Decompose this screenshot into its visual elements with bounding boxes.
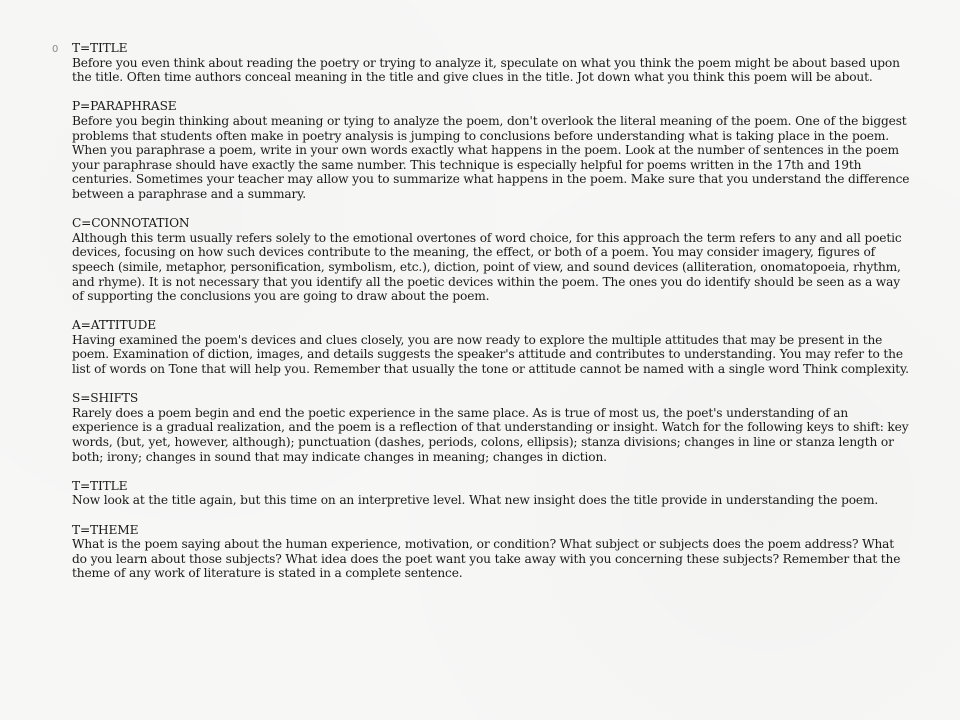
section-heading: P=PARAPHRASE	[72, 99, 177, 114]
section-body: Although this term usually refers solely to the emotional overtones of word choice, for this approach the term refers to any and all poetic devices, focusing on how such devices contribute to the meaning, the effect, or both of a poem. You may consider imagery, figures of speech (simile, metaphor, personification, symbolism, etc.), diction, point of view, and sound devices (alliteration, onomatopoeia, rhythm, and rhyme). It is not necessary that you identify all the poetic devices within the poem. The ones you do identify should be seen as a way of supporting the conclusions you are going to draw about the poem.	[72, 230, 902, 304]
slide-body-text	[72, 41, 912, 581]
section-heading: T=THEME	[72, 522, 139, 537]
section-heading: A=ATTITUDE	[72, 318, 157, 333]
section-body: What is the poem saying about the human experience, motivation, or condition? What subject or subjects does the poem address? What do you learn about those subjects? What idea does the poet want you take away with you concerning these subjects? Remember that the theme of any work of literature is stated in a complete sentence.	[72, 537, 901, 581]
section-heading: T=TITLE	[72, 41, 128, 55]
bullet-item	[52, 41, 912, 581]
section-theme	[72, 523, 912, 581]
section-body: Before you even think about reading the poetry or trying to analyze it, speculate on what you think the poem might be about based upon the title. Often time authors conceal meaning in the title and give clues in the title. Jot down what you think this poem will be about.	[72, 55, 900, 85]
section-body: Rarely does a poem begin and end the poetic experience in the same place. As is true of most us, the poet's understanding of an experience is a gradual realization, and the poem is a reflection of that understanding or insight. Watch for the following keys to shift: key words, (but, yet, however, although); punctuation (dashes, periods, colons, ellipsis); stanza divisions; changes in line or stanza length or both; irony; changes in sound that may indicate changes in meaning; changes in diction.	[72, 405, 909, 464]
bullet-marker: 0	[52, 44, 59, 55]
section-body: Having examined the poem's devices and clues closely, you are now ready to explore the multiple attitudes that may be present in the poem. Examination of diction, images, and details suggests the speaker's attitude and contributes to understanding. You may refer to the list of words on Tone that will help you. Remember that usually the tone or attitude cannot be named with a single word Think complexity.	[72, 332, 909, 377]
section-title	[72, 41, 912, 85]
section-title-again	[72, 479, 912, 508]
section-attitude	[72, 318, 912, 376]
section-paraphrase	[72, 99, 912, 201]
section-heading: C=CONNOTATION	[72, 216, 190, 231]
section-body: Before you begin thinking about meaning or tying to analyze the poem, don't overlook the literal meaning of the poem. One of the biggest problems that students often make in poetry analysis is jumping to conclusions before understanding what is taking place in the poem. When you paraphrase a poem, write in your own words exactly what happens in the poem. Look at the number of sentences in the poem your paraphrase should have exactly the same number. This technique is especially helpful for poems written in the 17th and 19th centuries. Sometimes your teacher may allow you to summarize what happens in the poem. Make sure that you understand the difference between a paraphrase and a summary.	[72, 113, 910, 201]
section-shifts	[72, 391, 912, 464]
section-heading: S=SHIFTS	[72, 391, 139, 406]
section-body: Now look at the title again, but this time on an interpretive level. What new insight does the title provide in understanding the poem.	[72, 493, 879, 508]
section-heading: T=TITLE	[72, 478, 128, 493]
section-connotation	[72, 216, 912, 304]
